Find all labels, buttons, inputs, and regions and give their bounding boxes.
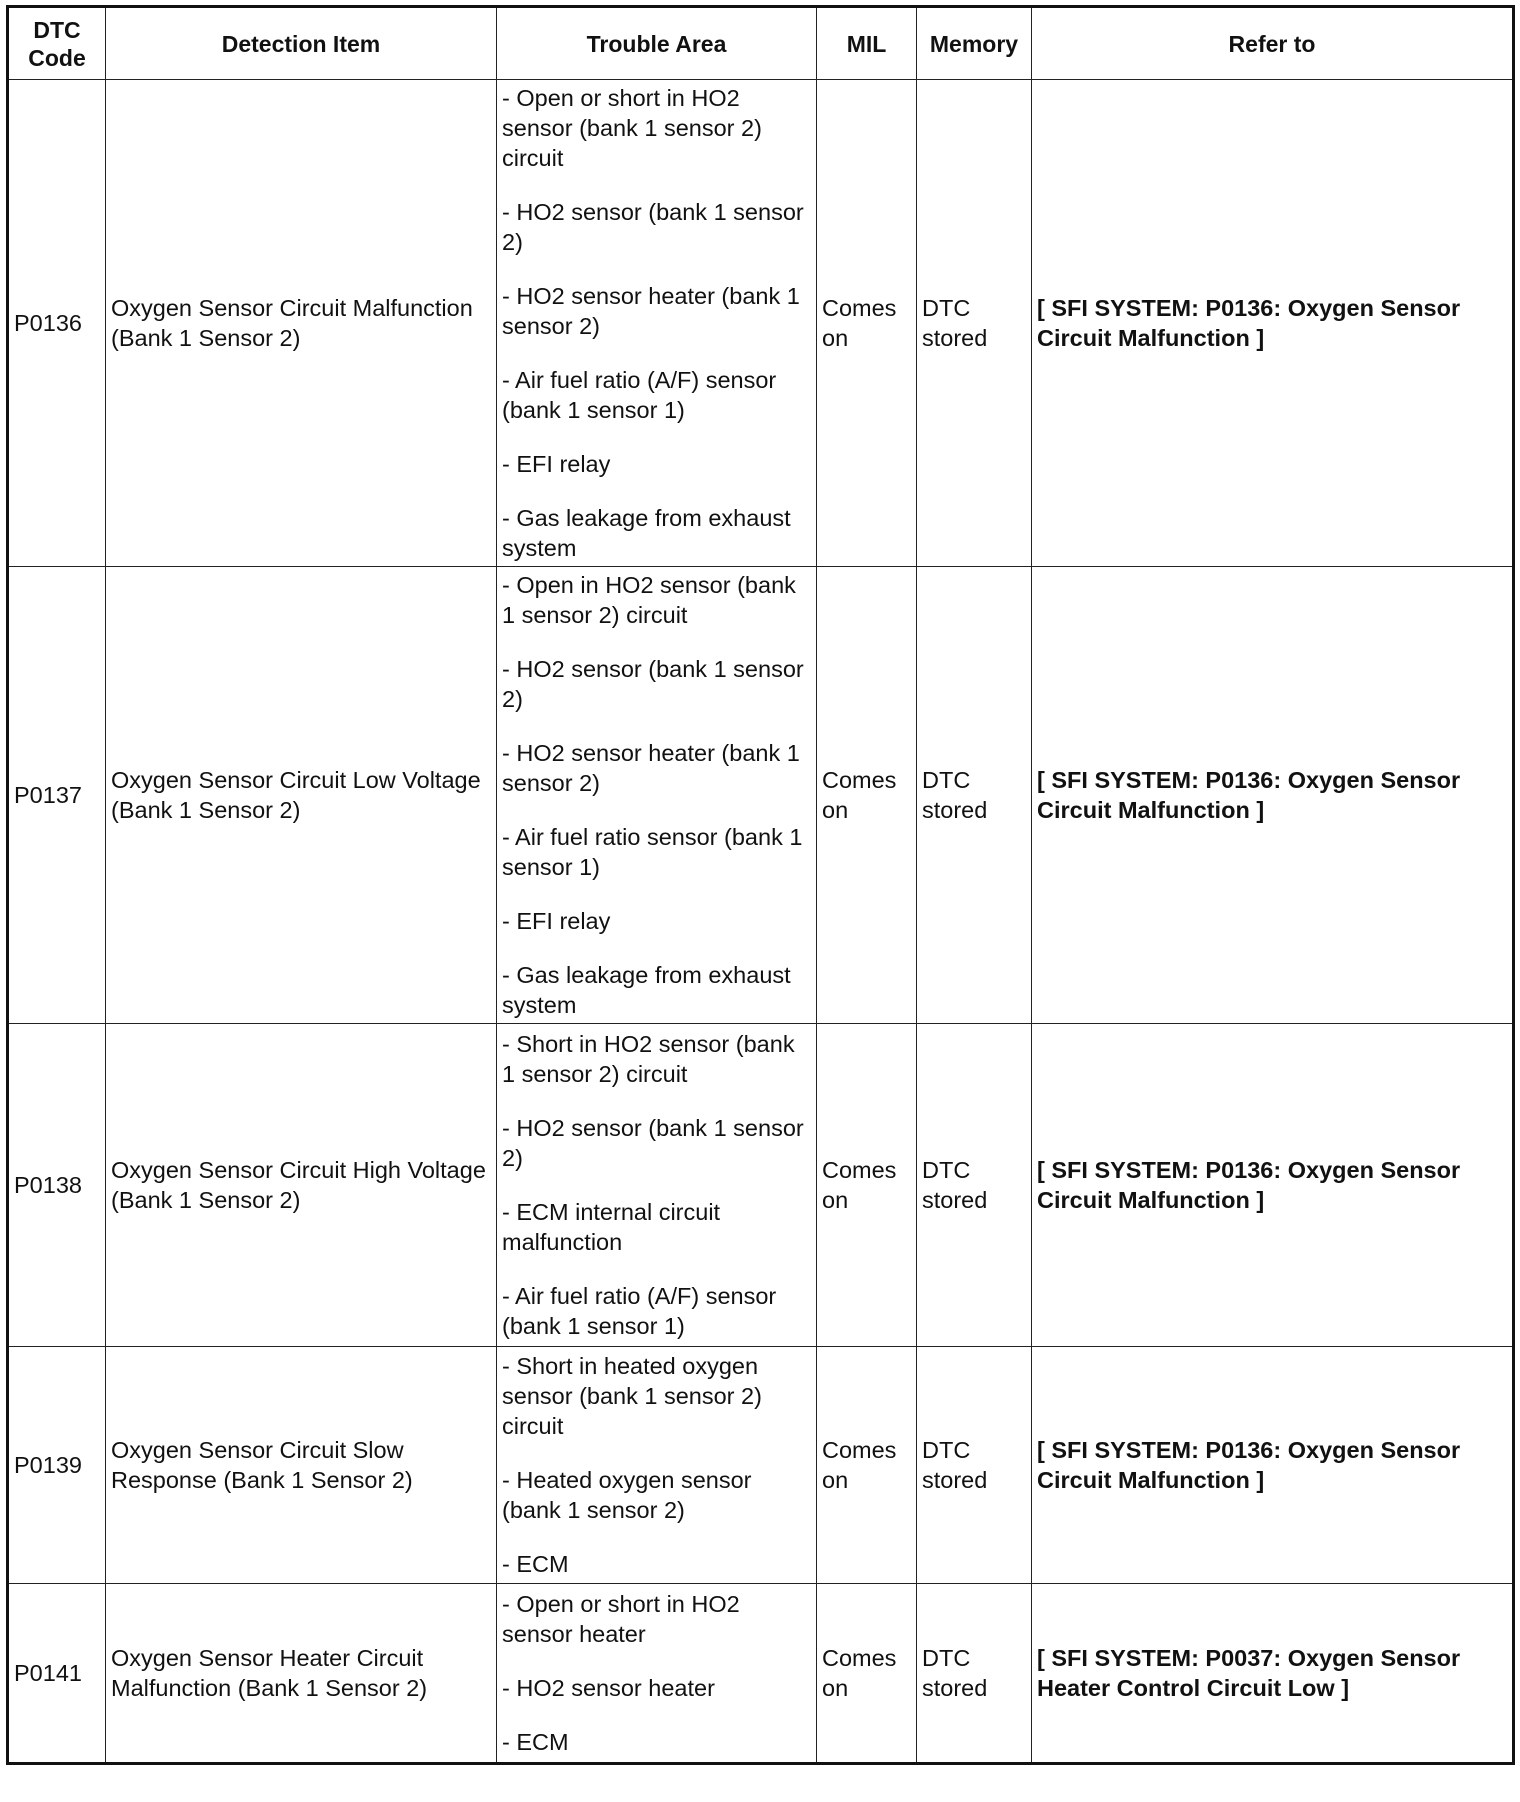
dtc-code: P0139 — [8, 1347, 106, 1584]
trouble-item: - HO2 sensor (bank 1 sensor 2) — [502, 1115, 804, 1171]
trouble-item: - Short in HO2 sensor (bank 1 sensor 2) circuit — [502, 1031, 795, 1087]
trouble-item: - Open in HO2 sensor (bank 1 sensor 2) circuit — [502, 572, 796, 628]
header-row — [8, 7, 1514, 80]
trouble-area — [497, 567, 817, 1024]
detection-item: Oxygen Sensor Circuit Low Voltage (Bank 1 Sensor 2) — [106, 567, 497, 1024]
trouble-area — [497, 80, 817, 567]
trouble-item: - Open or short in HO2 sensor (bank 1 sensor 2) circuit — [502, 85, 762, 171]
refer-link[interactable]: [ SFI SYSTEM: P0037: Oxygen Sensor Heater Control Circuit Low ] — [1032, 1584, 1514, 1764]
trouble-item: - Gas leakage from exhaust system — [502, 962, 791, 1018]
table-row — [8, 1347, 1514, 1584]
trouble-area — [497, 1347, 817, 1584]
trouble-area — [497, 1024, 817, 1347]
refer-link[interactable]: [ SFI SYSTEM: P0136: Oxygen Sensor Circuit Malfunction ] — [1032, 567, 1514, 1024]
trouble-item: - ECM internal circuit malfunction — [502, 1199, 721, 1255]
trouble-item: - Heated oxygen sensor (bank 1 sensor 2) — [502, 1467, 752, 1523]
trouble-item: - ECM — [502, 1551, 569, 1577]
detection-item: Oxygen Sensor Heater Circuit Malfunction (Bank 1 Sensor 2) — [106, 1584, 497, 1764]
trouble-item: - Open or short in HO2 sensor heater — [502, 1591, 740, 1647]
memory-status: DTC stored — [917, 80, 1032, 567]
trouble-area — [497, 1584, 817, 1764]
refer-link[interactable]: [ SFI SYSTEM: P0136: Oxygen Sensor Circuit Malfunction ] — [1032, 80, 1514, 567]
trouble-item: - EFI relay — [502, 451, 611, 477]
detection-item: Oxygen Sensor Circuit Malfunction (Bank 1 Sensor 2) — [106, 80, 497, 567]
trouble-item: - Air fuel ratio (A/F) sensor (bank 1 sensor 1) — [502, 367, 777, 423]
mil-status: Comes on — [817, 1584, 917, 1764]
mil-status: Comes on — [817, 1347, 917, 1584]
table-row — [8, 1024, 1514, 1347]
detection-item: Oxygen Sensor Circuit Slow Response (Bank 1 Sensor 2) — [106, 1347, 497, 1584]
memory-status: DTC stored — [917, 1347, 1032, 1584]
trouble-item: - HO2 sensor (bank 1 sensor 2) — [502, 656, 804, 712]
table-row — [8, 567, 1514, 1024]
header-detection-item: Detection Item — [106, 7, 497, 80]
trouble-item: - Short in heated oxygen sensor (bank 1 sensor 2) circuit — [502, 1353, 762, 1439]
trouble-item: - HO2 sensor heater (bank 1 sensor 2) — [502, 740, 800, 796]
mil-status: Comes on — [817, 567, 917, 1024]
trouble-item: - HO2 sensor heater (bank 1 sensor 2) — [502, 283, 800, 339]
dtc-code: P0141 — [8, 1584, 106, 1764]
dtc-code: P0136 — [8, 80, 106, 567]
memory-status: DTC stored — [917, 567, 1032, 1024]
header-refer-to: Refer to — [1032, 7, 1514, 80]
trouble-item: - EFI relay — [502, 908, 611, 934]
refer-link[interactable]: [ SFI SYSTEM: P0136: Oxygen Sensor Circuit Malfunction ] — [1032, 1347, 1514, 1584]
trouble-item: - Gas leakage from exhaust system — [502, 505, 791, 561]
header-dtc-code: DTC Code — [8, 7, 106, 80]
header-memory: Memory — [917, 7, 1032, 80]
dtc-code: P0137 — [8, 567, 106, 1024]
refer-link[interactable]: [ SFI SYSTEM: P0136: Oxygen Sensor Circuit Malfunction ] — [1032, 1024, 1514, 1347]
memory-status: DTC stored — [917, 1024, 1032, 1347]
table-row — [8, 1584, 1514, 1764]
trouble-item: - HO2 sensor heater — [502, 1675, 715, 1701]
trouble-item: - HO2 sensor (bank 1 sensor 2) — [502, 199, 804, 255]
trouble-item: - ECM — [502, 1729, 569, 1755]
trouble-item: - Air fuel ratio (A/F) sensor (bank 1 sensor 1) — [502, 1283, 777, 1339]
mil-status: Comes on — [817, 80, 917, 567]
trouble-item: - Air fuel ratio sensor (bank 1 sensor 1) — [502, 824, 803, 880]
memory-status: DTC stored — [917, 1584, 1032, 1764]
dtc-code: P0138 — [8, 1024, 106, 1347]
header-trouble-area: Trouble Area — [497, 7, 817, 80]
header-mil: MIL — [817, 7, 917, 80]
table-row — [8, 80, 1514, 567]
dtc-table — [6, 5, 1515, 1765]
mil-status: Comes on — [817, 1024, 917, 1347]
detection-item: Oxygen Sensor Circuit High Voltage (Bank 1 Sensor 2) — [106, 1024, 497, 1347]
